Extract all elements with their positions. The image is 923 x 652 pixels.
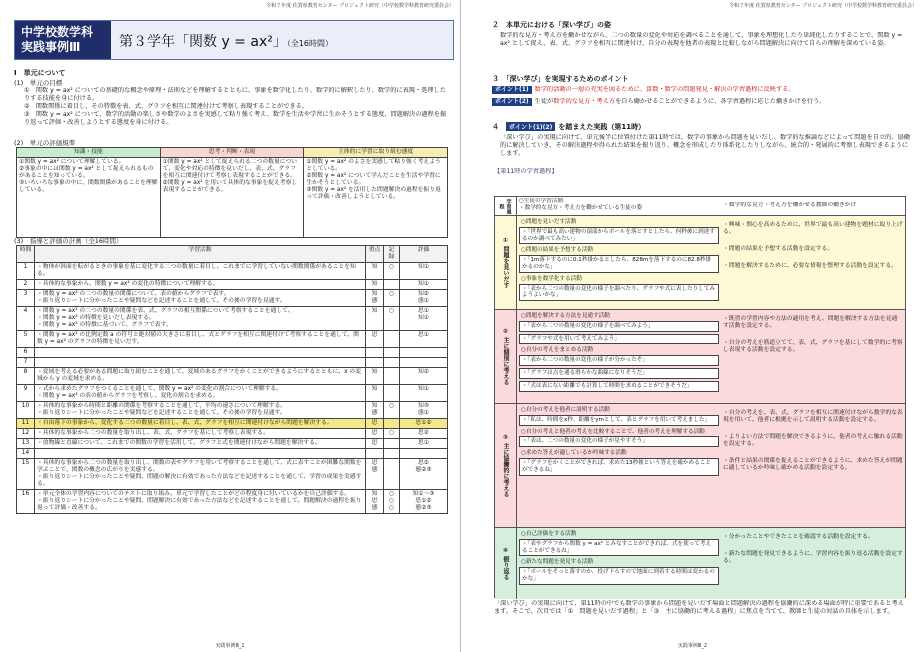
plan-cell-hour: 2	[17, 280, 35, 290]
student-activity: ・「表やグラフから関数 y = ax² とみなすことができれば、式を使って考えることができるね」	[519, 539, 719, 557]
teacher-action: ・条件と結果の関係を捉えることができるように、求めた答えが問題に適しているか吟味し確かめる活動を設定する。	[723, 458, 903, 471]
eval-header-attitude: 主体的に学習に取り組む態度	[304, 148, 448, 158]
page-header: 令和７年度 佐賀県教育センター プロジェクト研究（中学校数学科教育研究委員会）	[266, 3, 454, 9]
phase-name: 振り返る	[502, 556, 509, 580]
teacher-action: ・よりよい方法で問題を解決できるように、他者の考えに触れる活動を設定する。	[723, 434, 903, 447]
plan-cell-eval: 思①	[400, 439, 448, 449]
plan-cell-activity: ・放物線と直線について、これまでの関数の学習を活用して、グラフと式を関連付けながら問題を解決する。	[35, 439, 366, 449]
eval-header-thinking: 思考・判断・表現	[160, 148, 304, 158]
plan-cell-activity: ・具体的な事象から、関数 y = ax² の変化の特徴について理解する。	[35, 280, 366, 290]
plan-cell-focus: 思	[366, 331, 384, 348]
table-row	[17, 419, 448, 429]
student-activity: ・「1m落下するのに0.1秒掛かるとしたら、828mを落下するのに82.8秒掛かるのかな」	[519, 255, 719, 273]
plan-cell-eval	[400, 449, 448, 459]
plan-cell-hour: 10	[17, 402, 35, 419]
plan-cell-record	[384, 449, 400, 459]
plan-cell-activity: ・具体的な事象から二つの数量を取り出し、表、式、グラフを基にして考察し表現する。	[35, 429, 366, 439]
plan-cell-activity: ・関数 y = ax² の二つの数量の関係について、表の値からグラフで表す。 ・振り返りシートに分かったことや疑問などを記述することを通して、その後の学習を見通す。	[35, 290, 366, 307]
plan-cell-activity: ・関数 y = ax² の二つの数量の関係を表、式、グラフの相互関係について考察することを通して、 ・関数 y = ax² の特徴を見いだし表現する。 ・関数 y = ax² の特徴に基づいて、グラフで表す。	[35, 307, 366, 331]
plan-cell-eval: 思②	[400, 429, 448, 439]
eval-cell-knowledge: ①関数 y = ax² について理解している。 ②事象の中には関数 y = ax² として捉えられるものがあることを知っている。 ③いろいろな事象の中に、関数関係があることを理解している。	[17, 158, 161, 238]
plan-cell-focus: 知 態	[366, 290, 384, 307]
student-activity: ○自分の考えをまとめる活動	[521, 347, 594, 354]
plan-header-eval: 評価	[400, 246, 448, 263]
teacher-action: ・問題を解決するために、必要な情報を整理する活動を設定する。	[723, 263, 897, 269]
student-activity: ○自己評価をする活動	[521, 531, 577, 537]
phase-label	[495, 216, 517, 309]
student-activity: ・「式は表にない距離でも計算して時間を求めることができそうだ」	[519, 381, 719, 392]
plan-cell-record	[384, 439, 400, 449]
plan-cell-hour: 12	[17, 429, 35, 439]
student-activity: ○問題の結果を予想する活動	[521, 247, 594, 254]
eval-criteria-table	[16, 147, 448, 238]
table-row	[17, 307, 448, 331]
plan-cell-hour: 1	[17, 263, 35, 280]
plan-cell-hour: 13	[17, 439, 35, 449]
student-activity: ・「表から二つの数量の変化の様子を調べたり、グラフや式に表したりしてみようよいかな」	[519, 284, 719, 302]
student-activity: ○新たな問題を発見する活動	[521, 559, 594, 566]
plan-cell-hour: 5	[17, 331, 35, 348]
goals-list	[24, 87, 449, 135]
goal-2: ② 関数関係に着目し、その特徴を表、式、グラフを相互に関連付けて考察し表現することができる。	[24, 103, 308, 110]
phase-teacher-actions	[723, 222, 903, 280]
plan-cell-record	[384, 419, 400, 429]
section-2-heading: ２ 本単元における「深い学び」の姿	[492, 21, 611, 29]
case-label: 実践事例Ⅲ	[21, 40, 81, 54]
plan-cell-hour: 7	[17, 358, 35, 368]
lesson-phase-1	[495, 215, 905, 309]
plan-cell-activity: ・具体的な事象から時間と距離の関係を考察することを通して、平均の速さについて理解する。 ・振り返りシートに分かったことや疑問などを記述することを通して、その後の学習を見通す。	[35, 402, 366, 419]
table-row	[17, 331, 448, 348]
plan-cell-eval: 知①	[400, 263, 448, 280]
student-activity: ・「世界で最も高い建物の頂部からボールを落とすとしたら、何秒後に到達するのか調べてみたい」	[519, 227, 719, 245]
plan-cell-record: ○	[384, 429, 400, 439]
plan-cell-eval: 知①	[400, 385, 448, 402]
table-row	[17, 263, 448, 280]
section-4-badge: ポイント(1)(2)	[506, 122, 555, 131]
goal-heading: (1) 単元の目標	[14, 79, 63, 87]
plan-cell-activity: ・物体が斜面を転がるときの事象を基に変化する二つの数量に着目し、これまでに学習していない関数関係があることを知る。	[35, 263, 366, 280]
lesson-process-table	[494, 196, 906, 598]
teacher-action: ・興味・関心を高めるために、世界で最も高い建物を題材に取り上げる。	[723, 222, 903, 235]
plan-cell-record	[384, 358, 400, 368]
title-text: 第３学年「関数 y = ax²」	[119, 34, 287, 50]
table-row	[17, 385, 448, 402]
plan-cell-record	[384, 385, 400, 402]
phase-number: ③	[502, 434, 509, 441]
plan-cell-activity: ・関数 y = ax² の比例定数 a の符号と絶対値の大きさに着目し、式とグラフを相互に関連付けて考察することを通して、関数 y = ax² のグラフの特徴を見いだす。	[35, 331, 366, 348]
table-row	[17, 368, 448, 385]
plan-cell-activity	[35, 449, 366, 459]
lesson-phase-3	[495, 403, 905, 527]
phase-name: 問題を見いだす	[502, 246, 509, 288]
phase-label	[495, 310, 517, 403]
table-row	[17, 280, 448, 290]
plan-cell-record	[384, 459, 400, 490]
table-row	[17, 449, 448, 459]
plan-cell-record: ○	[384, 290, 400, 307]
plan-cell-record	[384, 368, 400, 385]
phase-teacher-actions	[723, 316, 903, 364]
plan-cell-hour: 3	[17, 290, 35, 307]
goal-1: ① 関数 y = ax² についての基礎的な概念や原理・法則などを理解するとともに、事象を数学化したり、数学的に解釈したり、数学的に表現・処理したりする技能を身に付ける。	[24, 87, 446, 102]
student-activity: ・「表から二つの数量の変化の様子を調べてみよう」	[519, 321, 719, 332]
plan-table	[16, 245, 448, 514]
plan-cell-focus: 知	[366, 263, 384, 280]
plan-cell-hour: 14	[17, 449, 35, 459]
plan-cell-eval: 知③ 態①	[400, 402, 448, 419]
plan-cell-hour: 4	[17, 307, 35, 331]
eval-heading: (2) 単元の評価規準	[14, 139, 76, 147]
section-2-text: 数学的な見方・考え方を働かせながら、二つの数量の変化や対応を調べることを通して、事象を理想化したり単純化したりすることで、関数 y = ax² として捉え、表、式、グラフを相互に関連付け、自分の表現を他者の表現と比較しながら問題解決に向けて自らの理解を深めている姿。	[500, 32, 903, 47]
eval-cell-thinking: ①関数 y = ax² として捉えられる二つの数量について、変化や対応の特徴を見いだし、表、式、グラフを相互に関連付けて考察し表現することができる。 ②関数 y = ax² を用いて具体的な事象を捉え考察し表現することができる。	[160, 158, 304, 238]
phase-number: ④	[502, 547, 509, 554]
plan-cell-focus: 思	[366, 439, 384, 449]
point-2	[492, 98, 912, 108]
plan-cell-eval: 思①②	[400, 419, 448, 429]
phase-number: ②	[502, 328, 509, 335]
plan-cell-focus: 思	[366, 429, 384, 439]
plan-cell-activity	[35, 348, 366, 358]
plan-cell-activity: ・単元全体の学習内容についてのテストに取り組み、単元で学習したことがどの程度身に付いているかを自己評価する。 ・振り返りシートに分かったことや疑問、問題解決に有効であった方法などを記述することを通して、問題解決の過程を振り返って評価・改善する。	[35, 490, 366, 514]
phase-student-activities	[519, 530, 719, 587]
eval-cell-attitude: ①関数 y = ax² のよさを実感して粘り強く考えようとしている。 ②関数 y = ax² について学んだことを生活や学習に生かそうとしている。 ③関数 y = ax² を活用した問題解決の過程を振り返って評価・改善しようとしている。	[304, 158, 448, 238]
page-header-right: 令和７年度 佐賀県教育センター プロジェクト研究（中学校数学科教育研究委員会）	[729, 3, 917, 9]
page-left	[0, 0, 461, 652]
plan-cell-eval: 知①	[400, 280, 448, 290]
plan-cell-eval: 知②	[400, 368, 448, 385]
student-activity: ○求めた答えが適しているか吟味する活動	[521, 450, 627, 457]
plan-cell-hour: 15	[17, 459, 35, 490]
plan-cell-activity	[35, 358, 366, 368]
table-row	[17, 290, 448, 307]
plan-cell-activity: ・変域を考える必要がある問題に取り組むことを通して、変域のあるグラフをかくことができるようにするとともに、x の変域から y の変域を求める。	[35, 368, 366, 385]
student-activity: ・「私は、時間をx秒、距離をymとして、表とグラフを用いて考えました」	[519, 415, 719, 426]
student-activity: ○事象を数学化する活動	[521, 275, 582, 282]
plan-cell-focus: 知	[366, 368, 384, 385]
plan-cell-record: ○	[384, 263, 400, 280]
table-row	[17, 490, 448, 514]
table-row	[17, 402, 448, 419]
plan-cell-focus: 思	[366, 419, 384, 429]
plan-cell-record: ○	[384, 402, 400, 419]
plan-header-hour: 時間	[17, 246, 35, 263]
plan-cell-hour: 6	[17, 348, 35, 358]
table-row	[17, 429, 448, 439]
teacher-action: ・問題の結果を予想する活動を設定する。	[723, 246, 834, 252]
student-activity: ○問題を見いだす活動	[521, 219, 577, 225]
plan-cell-hour: 9	[17, 385, 35, 402]
title-hours: （全16時間）	[286, 39, 334, 48]
lesson-label: 【第11時の学習過程】	[494, 168, 558, 175]
student-activity: ・「表から二つの数量の変化の様子が分かったぞ」	[519, 355, 719, 366]
teacher-action: ・自分の考えを、表、式、グラフを相互に関連付けながら数学的な表現を用いて、他者に根拠を示して説明する活動を設定する。	[723, 410, 903, 423]
student-activity: ・「グラフは点を通る滑らかな曲線になりそうだ」	[519, 368, 719, 379]
lesson-phase-4	[495, 527, 905, 599]
phase-number: ①	[502, 237, 509, 244]
teacher-action: ・既習の学習内容や方法の適用を考え、問題を解決する方法を見通す活動を設定する。	[723, 316, 898, 329]
phase-label	[495, 404, 517, 527]
plan-cell-focus: 知 態	[366, 402, 384, 419]
section-3-heading: ３ 「深い学び」を実現するためのポイント	[492, 75, 629, 83]
point-1-badge: ポイント(1)	[492, 86, 532, 94]
table-row	[17, 459, 448, 490]
plan-cell-focus: 知	[366, 280, 384, 290]
plan-cell-hour: 11	[17, 419, 35, 429]
student-activity: ・「グラフや式を用いて考えてみよう」	[519, 334, 719, 345]
plan-cell-activity: ・自由落下の事象から、変化する二つの数量に着目し、表、式、グラフを相互に関連付けながら問題を解決する。	[35, 419, 366, 429]
plan-cell-eval: 思① 知①	[400, 307, 448, 331]
phase-student-activities	[519, 218, 719, 303]
phase-label	[495, 528, 517, 599]
eval-header-knowledge: 知識・技能	[17, 148, 161, 158]
footer-left: 実践事例Ⅲ_1	[215, 643, 245, 649]
student-activity: ○問題を解決する方法を見通す活動	[521, 313, 610, 319]
student-activity: ○自分の考えを他者に説明する活動	[521, 407, 610, 413]
plan-cell-eval: 知①～③ 思①② 態②③	[400, 490, 448, 514]
lesson-header-row	[495, 197, 905, 215]
page-title	[111, 21, 453, 59]
plan-cell-focus	[366, 348, 384, 358]
table-row	[17, 348, 448, 358]
plan-cell-focus: 知	[366, 307, 384, 331]
plan-cell-hour: 16	[17, 490, 35, 514]
student-activity: ・「グラフをかくことができれば、求めた13秒後という答えを確かめることができるね」	[519, 458, 719, 476]
student-activity: ・「ボールをそっと落すのか、投げ下ろすので地面に到着する時間は変わるのかな」	[519, 567, 719, 585]
student-activity: ○自分の考えと他者の考えを比較することで、他者の考えを理解する活動	[521, 428, 705, 435]
plan-cell-focus	[366, 358, 384, 368]
phase-teacher-actions	[723, 534, 903, 575]
plan-header-record: 記録	[384, 246, 400, 263]
section-4-text: 「深い学び」の実現に向けて、単元後半に位置付けた第11時では、数学の事象から問題を見いだし、数学的な推論などによって問題を自立的、協働的に解決していき、その解決過程や得られた結果を振り返り、概念を形成したり体系化したりしながら、統合的・発展的に考察し表現できるようにします。	[500, 134, 910, 157]
plan-cell-eval: 知② 態①	[400, 290, 448, 307]
phase-teacher-actions	[723, 410, 903, 482]
section-4-title: を踏まえた実践（第11時）	[558, 123, 646, 131]
plan-cell-eval	[400, 348, 448, 358]
plan-cell-eval	[400, 358, 448, 368]
plan-cell-activity: ・式から求めたグラフをつくることを通して、関数 y = ax² の変化の割合について理解する。 ・関数 y = ax² の表の値からグラフを考察し、変化の割合を求める。	[35, 385, 366, 402]
phase-student-activities	[519, 312, 719, 394]
point-2-text-a: 生徒が	[534, 98, 554, 105]
point-2-red-text: 数学的な見方・考え方	[553, 98, 616, 105]
lesson-header-left: ○生徒の学習活動 ・数学的な見方・考え方を働かせている生徒の姿	[519, 198, 643, 211]
point-1-text: 数学的活動の一層の充実を図るために、算数・数学の問題発見・解決の学習過程に反映する。	[534, 86, 795, 93]
plan-cell-focus: 知	[366, 385, 384, 402]
point-2-text-b: を自ら働かせることができるように、各学習過程に応じた働きかけを行う。	[615, 98, 826, 105]
lesson-header-right: ・数学的な見方・考え方を働かせる教師の働きかけ	[723, 202, 857, 208]
closing-text: 「深い学び」の実現に向けて、第11時の中でも数学の事象から問題を見いだす場面と問題解決の過程を協働的に深める場面が特に重要であると考えます。そこで、次頁では「① 問題を見いだす過程」と「③ 主に協働的に考える過程」に焦点を当てて、教師と生徒の対話の具体を示します。	[494, 600, 904, 615]
section-1-heading: Ⅰ 単元について	[14, 69, 66, 77]
title-badge	[15, 21, 111, 59]
phase-student-activities	[519, 406, 719, 478]
phase-name: 主に協働的に考える	[502, 443, 509, 497]
subject-label: 中学校数学科	[21, 25, 94, 39]
footer-right: 実践事例Ⅲ_2	[677, 643, 708, 649]
plan-cell-focus: 知 思 態	[366, 490, 384, 514]
teacher-action: ・新たな問題を発見できるように、学習内容を振り返る活動を設定する。	[723, 551, 903, 564]
plan-cell-record	[384, 331, 400, 348]
plan-header-focus: 重点	[366, 246, 384, 263]
section-4-heading	[492, 122, 645, 132]
plan-heading: (3) 指導と評価の計画（全16時間）	[14, 237, 123, 245]
table-row	[17, 439, 448, 449]
plan-cell-hour: 8	[17, 368, 35, 385]
section-4-number: ４	[492, 123, 506, 131]
lesson-phase-2	[495, 309, 905, 403]
plan-header-activity: 学習活動	[35, 246, 366, 263]
table-row	[17, 358, 448, 368]
phase-name: 主に個別に考える	[502, 337, 509, 385]
student-activity: ・「表は、二つの数量の変化の様子が見やすそう」	[519, 436, 719, 447]
title-bar	[14, 20, 454, 60]
plan-cell-record	[384, 348, 400, 358]
point-2-badge: ポイント(2)	[492, 98, 532, 106]
plan-cell-eval: 思② 態②③	[400, 459, 448, 490]
plan-cell-activity: ・具体的な事象から二つの数量を取り出し、関数の表やグラフを用いて考察することを通して、式に表すことが困難な関数を学ぶことで、関数の概念の広がりを実感する。 ・振り返りシートに分かったことや疑問、問題の解決に有効であった方法などを記述することを通して、学習の成果を実感する。	[35, 459, 366, 490]
teacher-action: ・分かったことやできたことを確認する活動を設定する。	[723, 534, 874, 540]
goal-3: ③ 関数 y = ax² について、数学的活動の楽しさや数学のよさを実感して粘り強く考え、数学を生活や学習に生かそうとする態度、問題解決の過程を振り返って評価・改善しようとする態度を身に付ける。	[24, 111, 447, 126]
plan-cell-record: ○ ○ ○	[384, 490, 400, 514]
plan-cell-focus: 思 態	[366, 459, 384, 490]
plan-cell-record	[384, 280, 400, 290]
plan-cell-focus	[366, 449, 384, 459]
teacher-action: ・自分の考えを筋道立てて、表、式、グラフを基にして数学的に考察し表現する活動を設定する。	[723, 340, 903, 353]
plan-cell-eval: 思①	[400, 331, 448, 348]
point-1	[492, 86, 912, 96]
plan-cell-record: ○	[384, 307, 400, 331]
lesson-header-side: 学習過程	[495, 197, 517, 215]
